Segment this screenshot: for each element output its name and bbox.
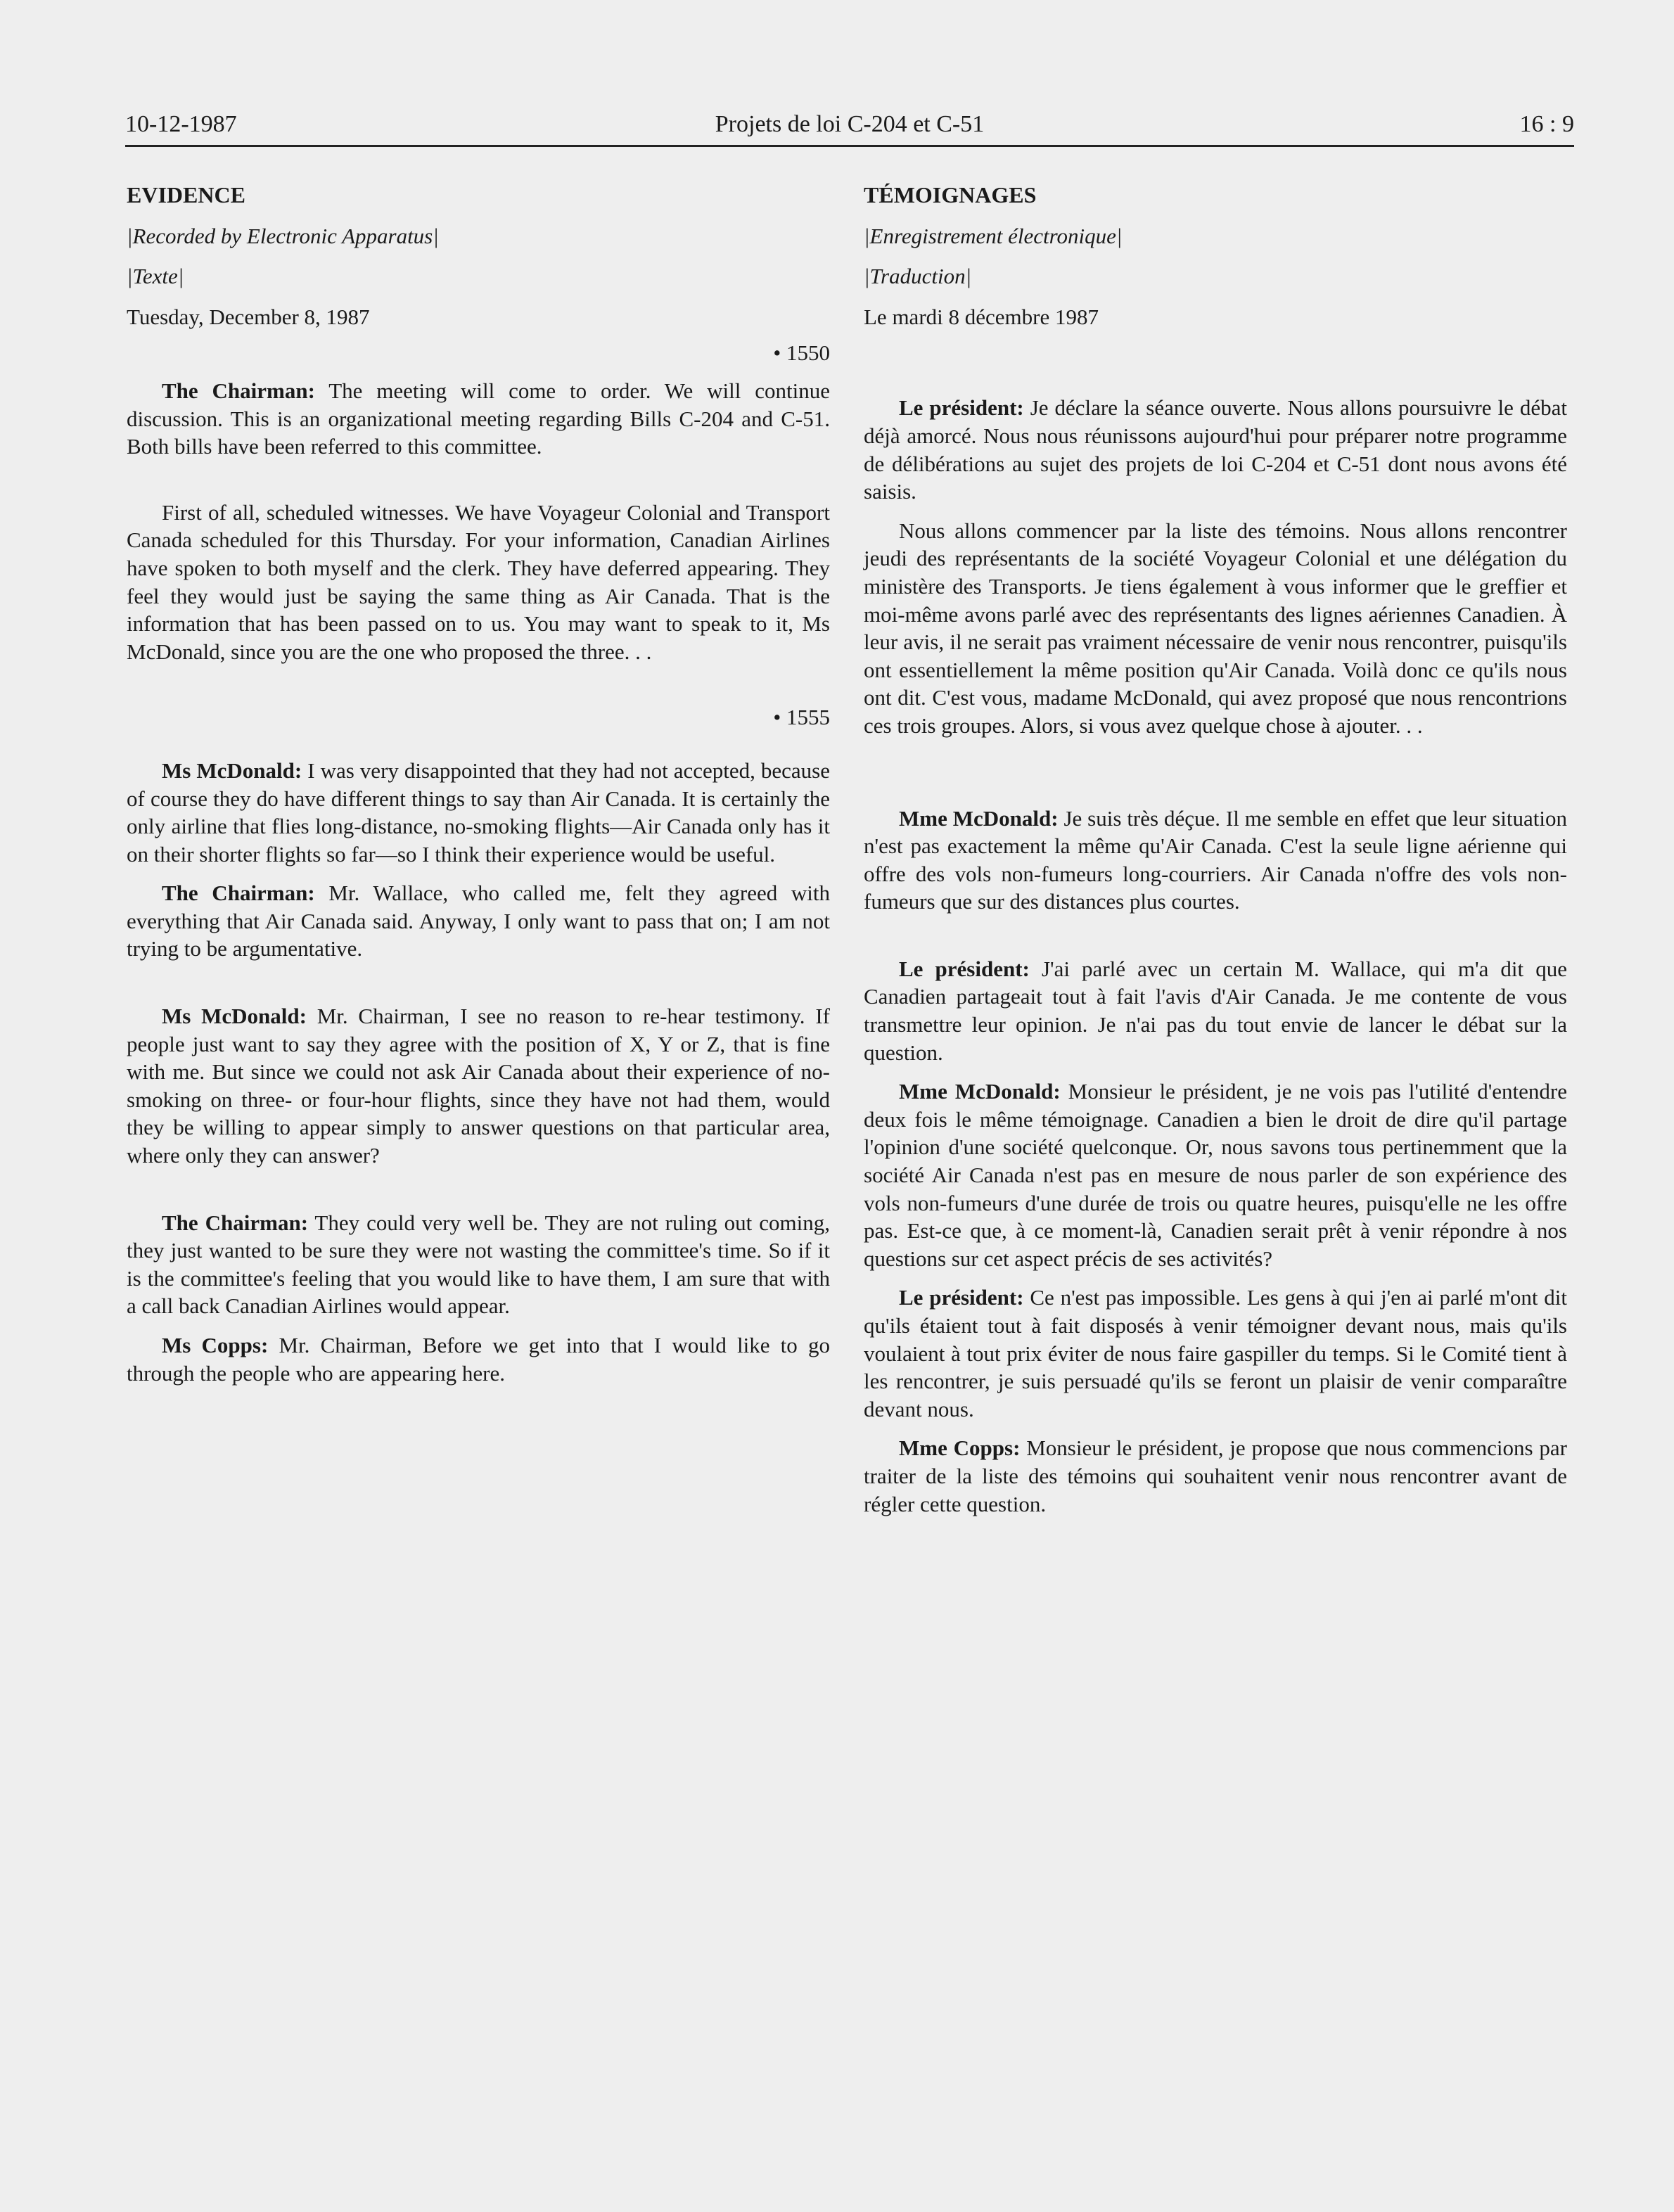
english-timestamp-1550: • 1550 bbox=[773, 340, 830, 366]
speaker-name: The Chairman: bbox=[162, 881, 315, 906]
french-recorded-note: |Enregistrement électronique| bbox=[864, 223, 1123, 248]
header-page-number: 16 : 9 bbox=[1519, 111, 1574, 137]
english-paragraph-6 bbox=[127, 1209, 830, 1320]
speech-text: Je déclare la séance ouverte. Nous allons poursuivre le débat déjà amorcé. Nous nous réunissons aujourd'hui pour préparer notre programme de délibérations au sujet des projets de loi C-204 et C-51 dont nous avons été saisis. bbox=[864, 395, 1567, 504]
french-paragraph-2 bbox=[864, 517, 1567, 740]
speech-text: They could very well be. They are not ruling out coming, they just wanted to be sure they were not wasting the committee's time. So if it is the committee's feeling that you would like to have them, I am sure that with a call back Canadian Airlines would appear. bbox=[127, 1210, 830, 1319]
english-paragraph-1 bbox=[127, 377, 830, 461]
speech-text: Je suis très déçue. Il me semble en effet que leur situation n'est pas exactement la même qu'Air Canada. C'est la seule ligne aérienne qui offre des vols non-fumeurs long-courriers. Air Canada n'offre des vols non-fumeurs que sur des distances plus courtes. bbox=[864, 805, 1567, 914]
english-paragraph-5 bbox=[127, 1002, 830, 1170]
header-date: 10-12-1987 bbox=[125, 111, 237, 137]
speaker-name: The Chairman: bbox=[162, 378, 315, 403]
speech-text: Ce n'est pas impossible. Les gens à qui j'en ai parlé m'ont dit qu'ils étaient tout à fait disposés à venir témoigner devant nous, mais qu'ils voulaient à tout prix éviter de nous faire gaspiller du temps. Si le Comité tient à les rencontrer, je suis persuadé qu'ils se feront un plaisir de venir comparaître devant nous. bbox=[864, 1285, 1567, 1421]
english-paragraph-3 bbox=[127, 757, 830, 868]
speaker-name: The Chairman: bbox=[162, 1210, 309, 1235]
speaker-name: Mme McDonald: bbox=[899, 805, 1059, 831]
english-date: Tuesday, December 8, 1987 bbox=[127, 304, 370, 329]
french-text-label: |Traduction| bbox=[864, 264, 972, 289]
french-paragraph-5 bbox=[864, 1078, 1567, 1272]
english-paragraph-2 bbox=[127, 499, 830, 666]
english-paragraph-4 bbox=[127, 879, 830, 963]
french-column bbox=[864, 181, 1567, 1518]
english-recorded-note: |Recorded by Electronic Apparatus| bbox=[127, 223, 439, 248]
english-text-label: |Texte| bbox=[127, 264, 184, 289]
french-paragraph-6 bbox=[864, 1284, 1567, 1423]
speech-text: Mr. Chairman, Before we get into that I would like to go through the people who are appearing here. bbox=[127, 1333, 830, 1386]
french-paragraph-7 bbox=[864, 1434, 1567, 1518]
speaker-name: Ms McDonald: bbox=[162, 757, 302, 783]
english-heading: EVIDENCE bbox=[127, 182, 245, 207]
speaker-name: Mme Copps: bbox=[899, 1436, 1021, 1461]
header-title: Projets de loi C-204 et C-51 bbox=[715, 111, 985, 137]
speech-text: Monsieur le président, je ne vois pas l'utilité d'entendre deux fois le même témoignage. Canadien a bien le droit de dire qu'il partage l'opinion d'une société quelconque. Or, nous savons tous pertinemment que la société Air Canada n'est pas en mesure de nous parler de son expérience des vols non-fumeurs d'une durée de trois ou quatre heures, puisqu'elle ne les offre pas. Est-ce que, à ce moment-là, Canadien serait prêt à venir répondre à nos questions sur cet aspect précis de ses activités? bbox=[864, 1079, 1568, 1271]
speech-text: Nous allons commencer par la liste des témoins. Nous allons rencontrer jeudi des représentants de la société Voyageur Colonial et une délégation du ministère des Transports. Je tiens également à vous informer que le greffier et moi-même avons parlé avec des représentants des lignes aériennes Canadien. À leur avis, il ne serait pas vraiment nécessaire de venir nous rencontrer, puisqu'ils ont essentiellement la même position qu'Air Canada. Voilà donc ce qu'ils nous ont dit. C'est vous, madame McDonald, qui avez proposé que nous rencontrions ces trois groupes. Alors, si vous avez quelque chose à ajouter. . . bbox=[864, 518, 1567, 738]
speech-text: I was very disappointed that they had not accepted, because of course they do have different things to say than Air Canada. It is certainly the only airline that flies long-distance, no-smoking flights—Air Canada only has it on their shorter flights so far—so I think their experience would be useful. bbox=[127, 757, 830, 867]
speaker-name: Le président: bbox=[899, 956, 1030, 981]
english-column bbox=[127, 181, 830, 1387]
french-date: Le mardi 8 décembre 1987 bbox=[864, 304, 1099, 329]
speech-text: J'ai parlé avec un certain M. Wallace, qui m'a dit que Canadien partageait tout à fait l'avis d'Air Canada. Je me contente de vous transmettre leur opinion. Je n'ai pas du tout envie de lancer le débat sur la question. bbox=[864, 956, 1567, 1065]
english-paragraph-7 bbox=[127, 1331, 830, 1387]
speech-text: The meeting will come to order. We will continue discussion. This is an organizational meeting regarding Bills C-204 and C-51. Both bills have been referred to this committee. bbox=[127, 378, 830, 459]
speech-text: Monsieur le président, je propose que nous commencions par traiter de la liste des témoins qui souhaitent venir nous rencontrer avant de régler cette question. bbox=[864, 1436, 1567, 1516]
speaker-name: Ms Copps: bbox=[162, 1333, 269, 1357]
speaker-name: Le président: bbox=[899, 395, 1024, 421]
speaker-name: Le président: bbox=[899, 1285, 1024, 1310]
speaker-name: Ms McDonald: bbox=[162, 1004, 307, 1029]
french-paragraph-3 bbox=[864, 805, 1567, 916]
french-paragraph-1 bbox=[864, 394, 1567, 505]
french-heading: TÉMOIGNAGES bbox=[864, 182, 1037, 207]
speech-text: Mr. Chairman, I see no reason to re-hear testimony. If people just want to say they agree with the position of X, Y or Z, that is fine with me. But since we could not ask Air Canada about their experience of no-smoking on three- or four-hour flights, since they have not had them, would they be willing to appear simply to answer questions on that particular area, where only they can answer? bbox=[127, 1004, 830, 1168]
speech-text: Mr. Wallace, who called me, felt they agreed with everything that Air Canada said. Anyway, I only want to pass that on; I am not trying to be argumentative. bbox=[127, 881, 830, 961]
english-timestamp-1555: • 1555 bbox=[773, 705, 830, 730]
speaker-name: Mme McDonald: bbox=[899, 1079, 1061, 1104]
speech-text: First of all, scheduled witnesses. We have Voyageur Colonial and Transport Canada scheduled for this Thursday. For your information, Canadian Airlines have spoken to both myself and the clerk. They have deferred appearing. They feel they would just be saying the same thing as Air Canada. That is the information that has been passed on to us. You may want to speak to it, Ms McDonald, since you are the one who proposed the three. . . bbox=[127, 499, 830, 664]
header-rule bbox=[125, 145, 1574, 147]
french-paragraph-4 bbox=[864, 955, 1567, 1066]
page-header bbox=[125, 111, 1574, 146]
